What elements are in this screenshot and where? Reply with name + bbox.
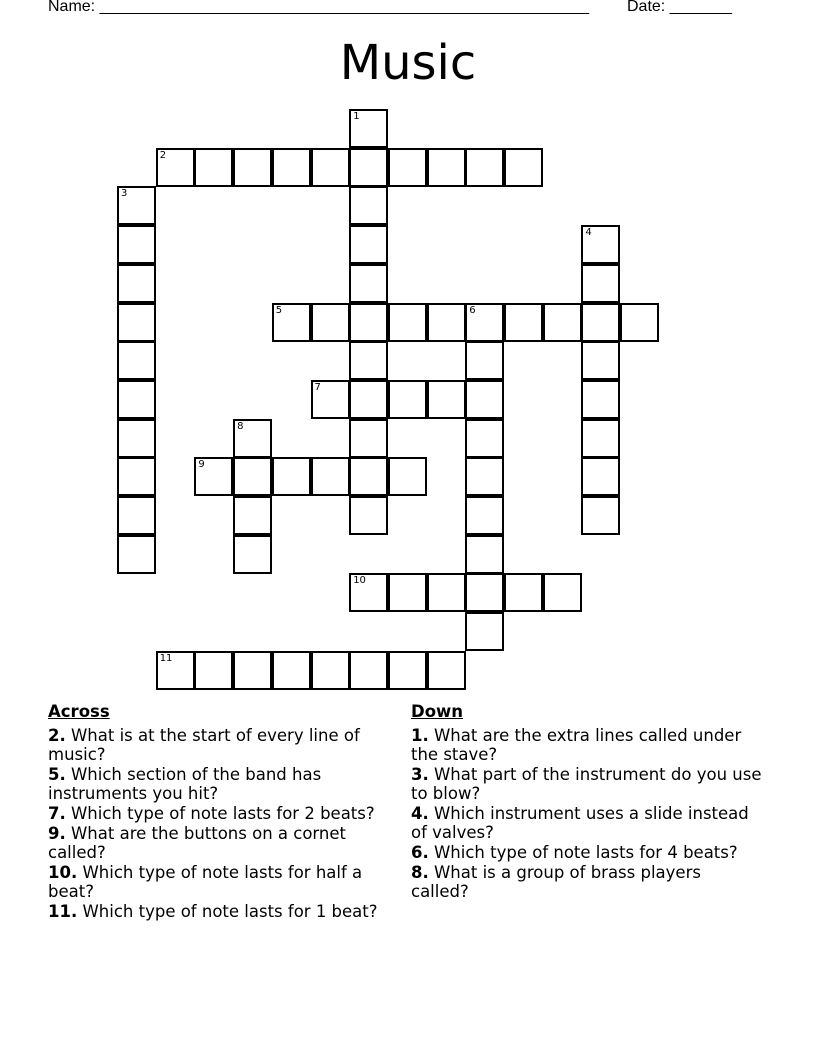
grid-cell[interactable] [349, 573, 388, 612]
clue-text: What is a group of brass players called? [411, 863, 701, 901]
grid-cell[interactable] [581, 380, 620, 419]
across-clue [48, 902, 400, 921]
clue-number-label: 5. [48, 765, 66, 784]
grid-cell[interactable] [311, 303, 350, 342]
grid-cell[interactable] [194, 457, 233, 496]
grid-cell[interactable] [581, 264, 620, 303]
across-clue [48, 726, 400, 764]
grid-cell[interactable] [388, 380, 427, 419]
clue-text: What part of the instrument do you use to blow? [411, 765, 762, 803]
grid-cell[interactable] [504, 303, 543, 342]
grid-cell[interactable] [427, 148, 466, 187]
grid-cell[interactable] [427, 651, 466, 690]
across-clue [48, 804, 400, 823]
grid-cell[interactable] [504, 573, 543, 612]
grid-cell[interactable] [117, 419, 156, 458]
grid-cell[interactable] [233, 148, 272, 187]
grid-cell[interactable] [233, 419, 272, 458]
grid-cell[interactable] [233, 651, 272, 690]
grid-cell[interactable] [349, 264, 388, 303]
clue-number: 4 [585, 227, 592, 239]
grid-cell[interactable] [233, 535, 272, 574]
grid-cell[interactable] [465, 380, 504, 419]
clue-text: Which type of note lasts for 2 beats? [65, 804, 375, 823]
clue-number-label: 7. [48, 804, 66, 823]
grid-cell[interactable] [272, 651, 311, 690]
grid-cell[interactable] [465, 419, 504, 458]
down-clues [411, 702, 763, 902]
grid-cell[interactable] [581, 496, 620, 535]
grid-cell[interactable] [581, 303, 620, 342]
grid-cell[interactable] [117, 496, 156, 535]
grid-cell[interactable] [117, 341, 156, 380]
grid-cell[interactable] [117, 186, 156, 225]
clue-number: 10 [353, 575, 366, 587]
clue-text: Which type of note lasts for 4 beats? [428, 843, 738, 862]
date-field[interactable]: Date: _______ [627, 0, 732, 15]
grid-cell[interactable] [117, 380, 156, 419]
clue-number-label: 4. [411, 804, 429, 823]
grid-cell[interactable] [311, 148, 350, 187]
clue-text: Which type of note lasts for half a beat? [48, 863, 363, 901]
grid-cell[interactable] [194, 148, 233, 187]
grid-cell[interactable] [465, 457, 504, 496]
clue-text: Which instrument uses a slide instead of valves? [411, 804, 749, 842]
grid-cell[interactable] [465, 535, 504, 574]
grid-cell[interactable] [620, 303, 659, 342]
grid-cell[interactable] [117, 303, 156, 342]
name-field[interactable]: Name: _______________________________________________________ [48, 0, 589, 15]
grid-cell[interactable] [349, 457, 388, 496]
down-clue [411, 804, 763, 842]
clue-text: What are the extra lines called under the stave? [411, 726, 742, 764]
grid-cell[interactable] [465, 612, 504, 651]
grid-cell[interactable] [272, 457, 311, 496]
across-clue [48, 824, 400, 862]
grid-cell[interactable] [349, 148, 388, 187]
down-clue-list [411, 726, 763, 901]
grid-cell[interactable] [349, 109, 388, 148]
grid-cell[interactable] [349, 651, 388, 690]
grid-cell[interactable] [311, 457, 350, 496]
grid-cell[interactable] [349, 496, 388, 535]
clue-number-label: 3. [411, 765, 429, 784]
grid-cell[interactable] [465, 573, 504, 612]
page-title: Music [339, 35, 477, 91]
grid-cell[interactable] [388, 148, 427, 187]
grid-cell[interactable] [581, 419, 620, 458]
grid-cell[interactable] [504, 148, 543, 187]
grid-cell[interactable] [388, 651, 427, 690]
grid-cell[interactable] [388, 457, 427, 496]
across-heading: Across [48, 702, 110, 721]
grid-cell[interactable] [581, 225, 620, 264]
clue-number-label: 10. [48, 863, 78, 882]
clue-number: 1 [353, 111, 360, 122]
grid-cell[interactable] [272, 148, 311, 187]
across-clue [48, 765, 400, 803]
clue-number-label: 9. [48, 824, 66, 843]
grid-cell[interactable] [465, 496, 504, 535]
grid-cell[interactable] [581, 341, 620, 380]
across-clues [48, 702, 400, 922]
clue-text: Which type of note lasts for 1 beat? [77, 902, 378, 921]
grid-cell[interactable] [349, 225, 388, 264]
down-clue [411, 863, 763, 901]
grid-cell[interactable] [388, 303, 427, 342]
grid-cell[interactable] [156, 651, 195, 690]
across-clue [48, 863, 400, 901]
grid-cell[interactable] [427, 303, 466, 342]
clue-number-label: 11. [48, 902, 78, 921]
clue-number: 11 [159, 652, 173, 664]
grid-cell[interactable] [465, 341, 504, 380]
clue-text: What are the buttons on a cornet called? [48, 824, 347, 862]
grid-cell[interactable] [272, 303, 311, 342]
grid-cell[interactable] [388, 573, 427, 612]
clue-number: 7 [314, 381, 321, 393]
grid-cell[interactable] [581, 457, 620, 496]
clue-number: 5 [275, 304, 283, 316]
grid-cell[interactable] [311, 651, 350, 690]
grid-cell[interactable] [427, 573, 466, 612]
grid-cell[interactable] [465, 303, 504, 342]
grid-cell[interactable] [233, 457, 272, 496]
grid-cell[interactable] [349, 419, 388, 458]
grid-cell[interactable] [117, 457, 156, 496]
grid-cell[interactable] [465, 148, 504, 187]
grid-cell[interactable] [349, 380, 388, 419]
clue-number-label: 6. [411, 843, 429, 862]
grid-cell[interactable] [311, 380, 350, 419]
grid-cell[interactable] [233, 496, 272, 535]
clue-number: 9 [198, 459, 205, 471]
clue-number: 6 [469, 304, 476, 316]
grid-cell[interactable] [117, 535, 156, 574]
down-clue [411, 726, 763, 764]
down-clue [411, 843, 763, 862]
clue-number: 3 [121, 188, 128, 200]
grid-cell[interactable] [543, 303, 582, 342]
clue-number-label: 1. [411, 726, 429, 745]
grid-cell[interactable] [543, 573, 582, 612]
grid-cell[interactable] [117, 264, 156, 303]
grid-cell[interactable] [117, 225, 156, 264]
clue-number-label: 2. [48, 726, 66, 745]
grid-cell[interactable] [349, 303, 388, 342]
across-clue-list [48, 726, 400, 921]
clue-text: What is at the start of every line of music? [48, 726, 360, 764]
down-clue [411, 765, 763, 803]
grid-cell[interactable] [349, 186, 388, 225]
clue-text: Which section of the band has instruments you hit? [48, 765, 322, 803]
clue-number-label: 8. [411, 863, 429, 882]
grid-cell[interactable] [194, 651, 233, 690]
grid-cell[interactable] [427, 380, 466, 419]
clue-number: 8 [237, 420, 244, 432]
clue-number: 2 [159, 149, 167, 161]
grid-cell[interactable] [156, 148, 195, 187]
grid-cell[interactable] [349, 341, 388, 380]
down-heading: Down [411, 702, 464, 721]
